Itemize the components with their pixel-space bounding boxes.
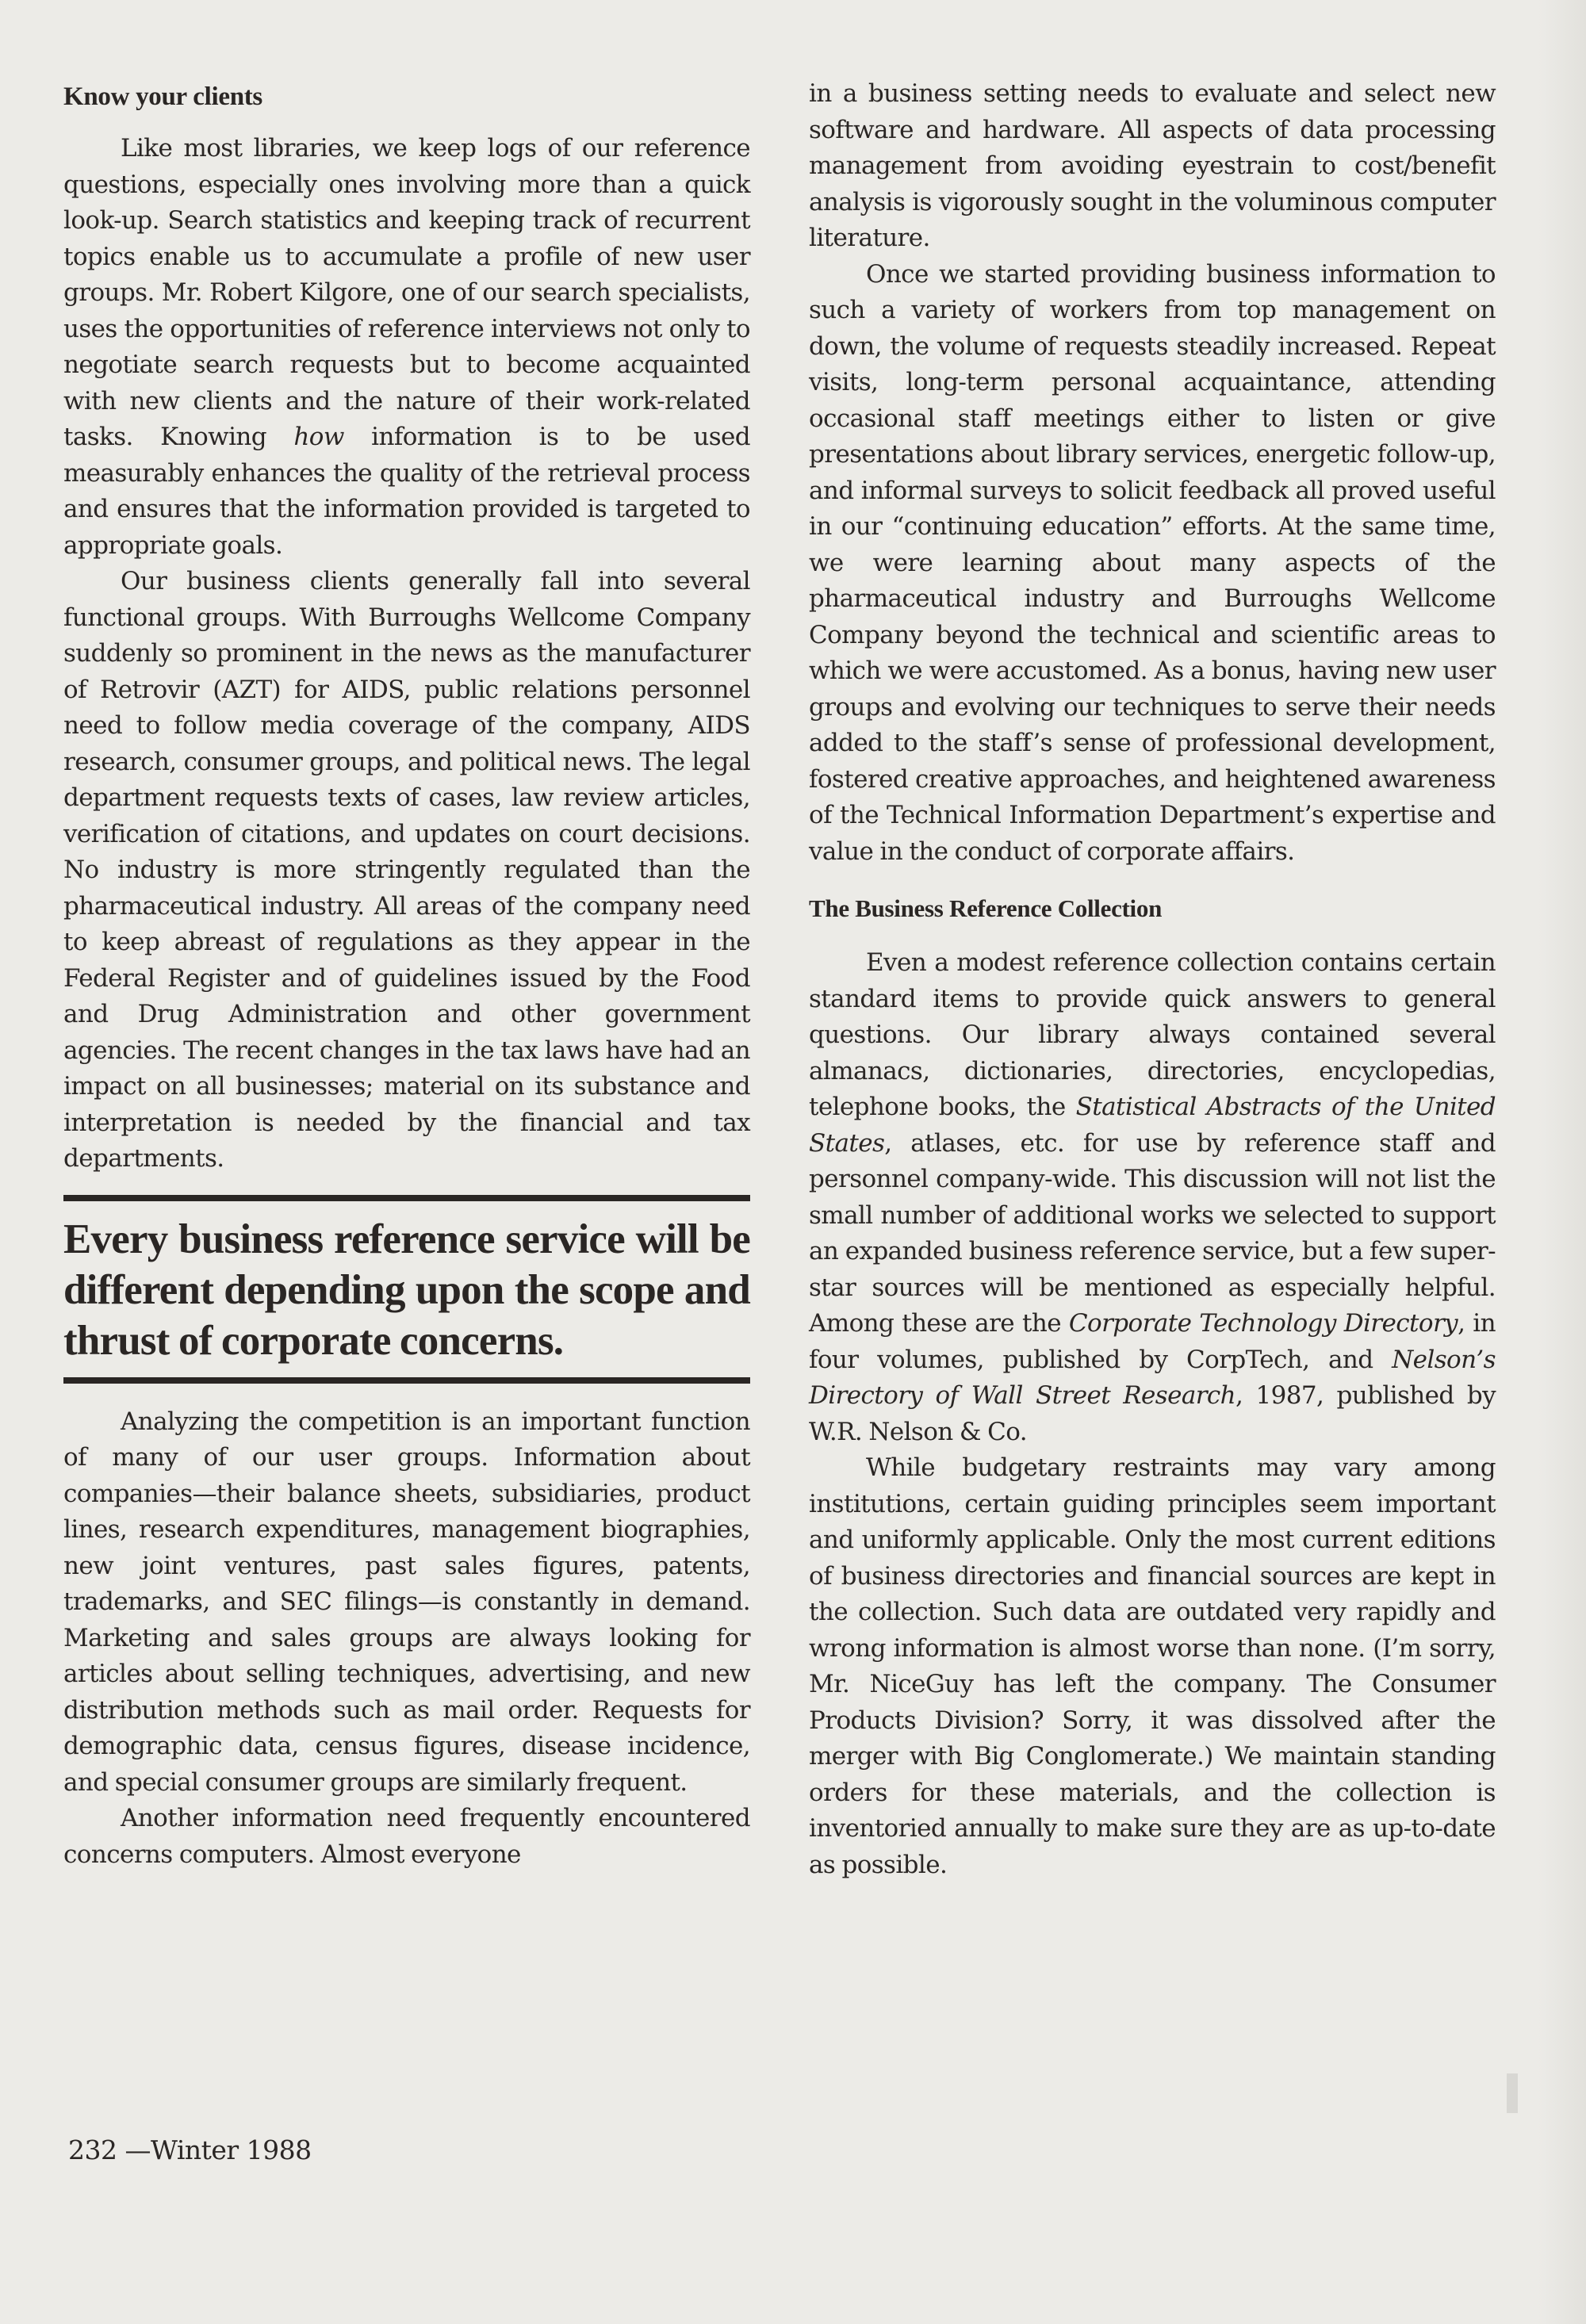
left-column — [63, 79, 750, 1873]
paragraph-text: , 1987, published by W.R. Nelson & Co. — [809, 1381, 1496, 1446]
title-corporate-technology-directory: Corporate Technology Directory — [1068, 1309, 1458, 1338]
paragraph-text: Even a modest reference collection contains certain standard items to provide quick answers to general questions. Our library always contained several almanacs, dictionaries, directories, encyclopedias, telephone books, the — [809, 948, 1496, 1121]
paragraph: Another information need frequently encountered concerns computers. Almost everyone — [63, 1804, 750, 1869]
paragraph — [809, 945, 1496, 1450]
right-column — [809, 76, 1496, 1883]
bleed-through-mark — [1507, 2073, 1518, 2113]
title-statistical-abstracts: Statistical Abstracts of the United States — [809, 1093, 1496, 1158]
paragraph-text: , atlases, etc. for use by reference staff and personnel company-wide. This discussion will not list the small number of additional works we selected to support an expanded business reference service, but a few super-star sources will be mentioned as especially helpful. Among these are the — [809, 1128, 1496, 1338]
page-footer: 232 —Winter 1988 — [68, 2134, 312, 2165]
emphasis-how: how — [293, 423, 344, 451]
section-heading-business-reference-collection: The Business Reference Collection — [809, 894, 1163, 922]
paragraph-text: , in four volumes, published by CorpTech, and — [809, 1309, 1496, 1374]
paragraph: Analyzing the competition is an important function of many of our user groups. Information about companies—their balance sheets, subsidiaries, product lines, research expenditures, management biographies, new joint ventures, past sales figures, patents, trademarks, and SEC filings—is constantly in demand. Marketing and sales groups are always looking for articles about selling techniques, advertising, and new distribution methods such as mail order. Requests for demographic data, census figures, disease incidence, and special consumer groups are similarly frequent. — [63, 1407, 750, 1797]
paragraph-text: Like most libraries, we keep logs of our reference questions, especially ones involving more than a quick look-up. Search statistics and keeping track of recurrent topics enable us to accumulate a profile of new user groups. Mr. Robert Kilgore, one of our search specialists, uses the opportunities of reference interviews not only to negotiate search requests but to become acquainted with new clients and the nature of their work-related tasks. Knowing — [63, 134, 750, 451]
page-edge-shadow — [1538, 0, 1586, 2324]
pull-quote-text: Every business reference service will be different depending upon the scope and thrust of corporate concerns. — [63, 1216, 750, 1364]
paragraph-continued: in a business setting needs to evaluate and select new software and hardware. All aspects of data processing management from avoiding eyestrain to cost/benefit analysis is vigorously sought in the voluminous computer literature. — [809, 79, 1496, 252]
paragraph — [63, 131, 750, 564]
paragraph-text: information is to be used measurably enhances the quality of the retrieval process and ensures that the information provided is targeted to appropriate goals. — [63, 423, 750, 560]
paragraph: Once we started providing business information to such a variety of workers from top management on down, the volume of requests steadily increased. Repeat visits, long-term personal acquaintance, attending occasional staff meetings either to listen or give presentations about library services, energetic follow-up, and informal surveys to solicit feedback all proved useful in our “continuing education” efforts. At the same time, we were learning about many aspects of the pharmaceutical industry and Burroughs Wellcome Company beyond the technical and scientific areas to which we were accustomed. As a bonus, having new user groups and evolving our techniques to serve their needs added to the staff’s sense of professional development, fostered creative approaches, and heightened awareness of the Technical Information Department’s expertise and value in the conduct of corporate affairs. — [809, 259, 1496, 866]
paragraph: While budgetary restraints may vary among institutions, certain guiding principles seem important and uniformly applicable. Only the most current editions of business directories and financial sources are kept in the collection. Such data are outdated very rapidly and wrong information is almost worse than none. (I’m sorry, Mr. NiceGuy has left the company. The Consumer Products Division? Sorry, it was dissolved after the merger with Big Conglomerate.) We maintain standing orders for these materials, and the collection is inventoried annually to make sure they are as up-to-date as possible. — [809, 1453, 1496, 1879]
paragraph: Our business clients generally fall into several functional groups. With Burroughs Wellcome Company suddenly so prominent in the news as the manufacturer of Retrovir (AZT) for AIDS, public relations personnel need to follow media coverage of the company, AIDS research, consumer groups, and political news. The legal department requests texts of cases, law review articles, verification of citations, and updates on court decisions. No industry is more stringently regulated than the pharmaceutical industry. All areas of the company need to keep abreast of regulations as they appear in the Federal Register and of guidelines issued by the Food and Drug Administration and other government agencies. The recent changes in the tax laws have had an impact on all businesses; material on its substance and interpretation is needed by the financial and tax departments. — [63, 567, 750, 1173]
title-nelsons-directory: Nelson’s Directory of Wall Street Research — [809, 1345, 1496, 1410]
pull-quote — [63, 1195, 750, 1384]
section-heading-know-your-clients: Know your clients — [63, 82, 262, 111]
